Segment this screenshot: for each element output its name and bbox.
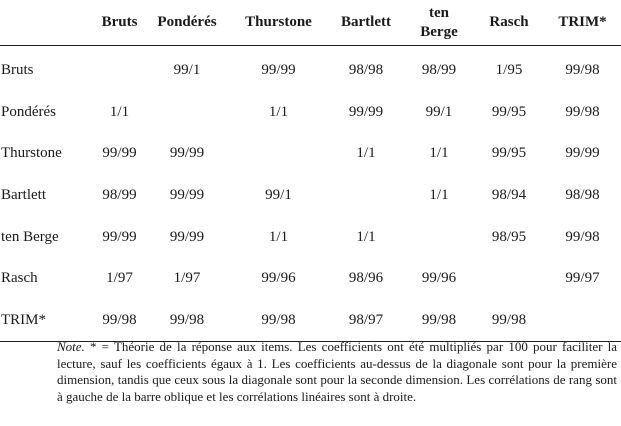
table-cell: 99/99 xyxy=(169,145,205,162)
table-cell: 98/97 xyxy=(328,300,404,342)
table-cell: 99/96 xyxy=(261,270,296,287)
note-label: Note. xyxy=(57,339,85,354)
table-cell: 99/98 xyxy=(404,300,474,342)
table-cell: 99/98 xyxy=(229,300,328,342)
table-cell: 98/99 xyxy=(421,62,457,79)
column-header-bruts: Bruts xyxy=(94,0,145,46)
row-label: Pondérés xyxy=(1,103,56,120)
table-row xyxy=(0,216,621,258)
table-cell xyxy=(229,133,328,175)
table-cell xyxy=(145,92,229,134)
table-cell: 98/95 xyxy=(491,228,527,245)
table-cell: 1/95 xyxy=(495,62,523,79)
table-cell: 99/98 xyxy=(565,62,600,79)
row-label: Rasch xyxy=(1,270,38,287)
table-cell: 99/98 xyxy=(565,228,600,245)
table-cell: 1/1 xyxy=(356,145,376,162)
table-cell xyxy=(94,46,145,92)
table-cell: 99/99 xyxy=(348,103,384,120)
table-cell: 99/1 xyxy=(173,62,201,79)
table-note xyxy=(57,339,617,405)
table-row xyxy=(0,300,621,342)
table-cell: 99/95 xyxy=(491,145,527,162)
table-row xyxy=(0,92,621,134)
table-cell: 99/1 xyxy=(425,103,453,120)
table-cell: 1/1 xyxy=(356,228,376,245)
row-label: Bartlett xyxy=(1,187,46,204)
table-cell: 99/99 xyxy=(102,228,137,245)
row-label: TRIM* xyxy=(0,300,94,342)
table-cell: 99/98 xyxy=(94,300,145,342)
column-header-bartlett: Bartlett xyxy=(328,0,404,46)
table-cell: 99/1 xyxy=(265,187,292,204)
table-cell: 99/98 xyxy=(565,103,600,120)
table-cell: 98/99 xyxy=(102,187,137,204)
header-row xyxy=(0,0,621,46)
header-stub xyxy=(0,0,94,46)
table-cell: 1/97 xyxy=(173,270,201,287)
table-cell: 1/1 xyxy=(268,228,289,245)
table-cell: 98/98 xyxy=(565,187,600,204)
table-cell: 99/99 xyxy=(261,62,296,79)
table-cell: 99/99 xyxy=(169,187,205,204)
table-cell xyxy=(474,258,544,300)
table-cell: 99/98 xyxy=(145,300,229,342)
row-label: ten Berge xyxy=(1,228,59,245)
table-cell xyxy=(544,300,621,342)
note-text: * = Théorie de la réponse aux items. Les coefficients ont été multipliés par 100 pour faciliter la lecture, sauf les coefficients égaux à 1. Les coefficients au-dessus de la diagonale sont pour la première dimension, tandis que ceux sous la diagonale sont pour la seconde dimension. Les corrélations de rang sont à gauche de la barre oblique et les corrélations linéaires sont à droite. xyxy=(57,339,617,404)
table-cell: 98/94 xyxy=(491,187,527,204)
column-header-ten-berge xyxy=(404,0,474,46)
table-cell: 1/1 xyxy=(268,103,289,120)
row-label: Thurstone xyxy=(1,145,62,162)
row-label: Bruts xyxy=(1,62,34,79)
table-cell: 98/96 xyxy=(348,270,384,287)
table-cell: 99/96 xyxy=(421,270,457,287)
table-cell xyxy=(404,216,474,258)
table-cell: 1/97 xyxy=(106,270,133,287)
table-cell: 99/97 xyxy=(565,270,600,287)
column-header-rasch: Rasch xyxy=(474,0,544,46)
table-cell: 99/99 xyxy=(169,228,205,245)
table-cell xyxy=(328,175,404,217)
table-cell: 99/99 xyxy=(102,145,137,162)
table-cell: 99/99 xyxy=(565,145,600,162)
column-header-trim: TRIM* xyxy=(544,0,621,46)
table-row xyxy=(0,46,621,92)
table-row xyxy=(0,133,621,175)
table-row xyxy=(0,175,621,217)
column-header-ponderes: Pondérés xyxy=(145,0,229,46)
column-header-thurstone: Thurstone xyxy=(229,0,328,46)
column-header-ten-berge-text: ten Berge xyxy=(420,4,458,40)
table-cell: 98/98 xyxy=(348,62,384,79)
table-cell: 99/98 xyxy=(474,300,544,342)
table-cell: 1/1 xyxy=(109,103,130,120)
table-cell: 1/1 xyxy=(429,187,449,204)
table-cell: 99/95 xyxy=(491,103,527,120)
table-row xyxy=(0,258,621,300)
table-cell: 1/1 xyxy=(429,145,449,162)
